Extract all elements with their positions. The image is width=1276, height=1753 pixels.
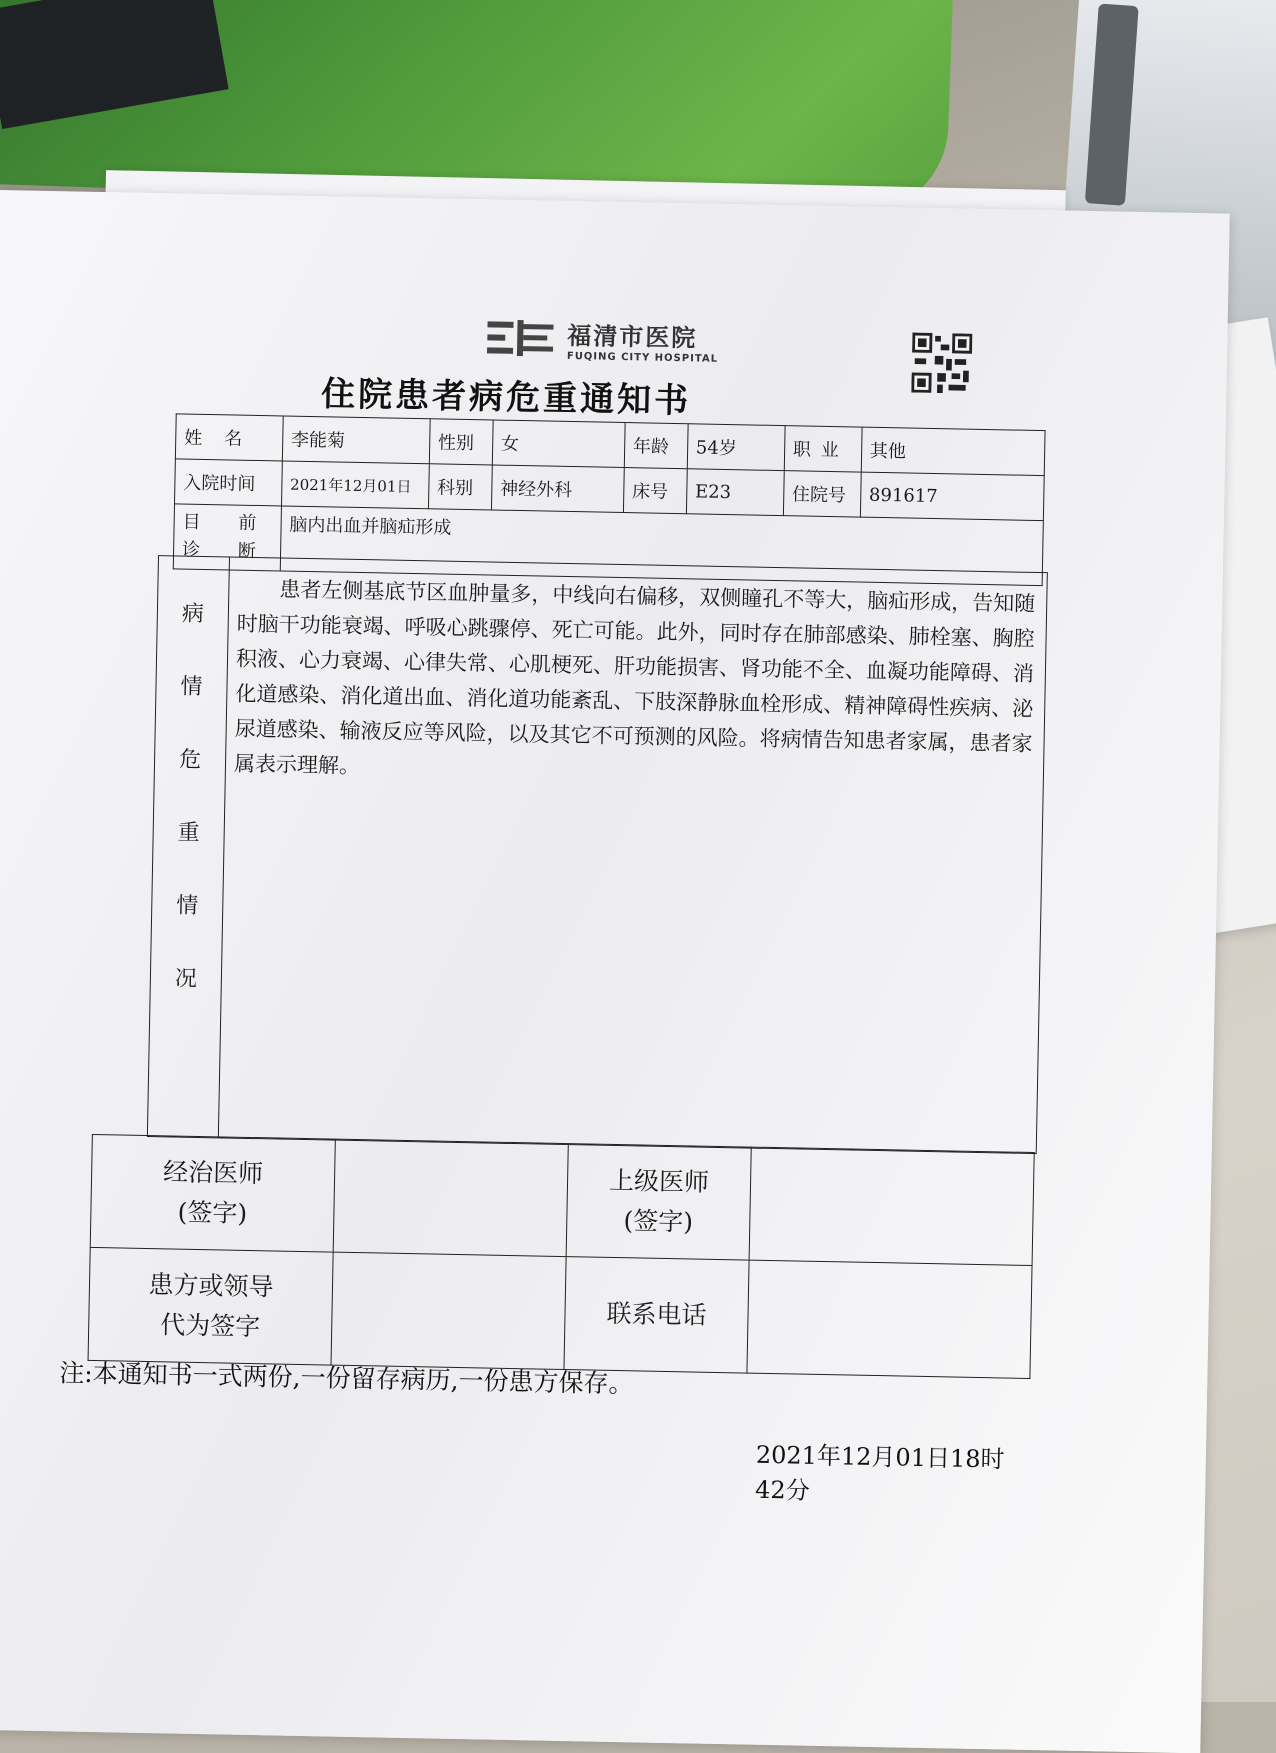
senior-label-line2: (签字) — [623, 1206, 694, 1237]
admission-date: 2021年12月01日 — [281, 461, 429, 509]
hospital-logo-icon — [487, 315, 558, 360]
attending-label-line2: (签字) — [177, 1197, 248, 1228]
department-label: 科别 — [428, 464, 492, 510]
senior-label-line1: 上级医师 — [608, 1165, 710, 1197]
patient-sign-label-line1: 患方或领导 — [148, 1270, 274, 1302]
patient-occupation: 其他 — [861, 427, 1045, 476]
condition-text: 患者左侧基底节区血肿量多，中线向右偏移，双侧瞳孔不等大，脑疝形成，告知随时脑干功能衰竭、呼吸心跳骤停、死亡可能。此外，同时存在肺部感染、肺栓塞、胸腔积液、心力衰竭、心律失常、心肌梗死、肝功能损害、肾功能不全、血凝功能障碍、消化道感染、消化道出血、消化道功能紊乱、下肢深静脉血栓形成、精神障碍性疾病、泌尿道感染、输液反应等风险，以及其它不可预测的风险。将病情告知患者家属，患者家属表示理解。 — [233, 577, 1036, 779]
patient-name: 李能菊 — [282, 416, 430, 464]
phone-field[interactable] — [747, 1260, 1032, 1378]
notice-sheet — [0, 190, 1230, 1753]
bed-label: 床号 — [623, 468, 687, 514]
condition-label-char: 危 — [178, 747, 202, 773]
patient-gender: 女 — [492, 420, 625, 468]
condition-section — [147, 555, 1048, 1154]
admission-label: 入院时间 — [175, 459, 283, 506]
gender-label: 性别 — [429, 419, 493, 465]
patient-sign-label-line2: 代为签字 — [159, 1310, 261, 1342]
condition-label — [148, 556, 230, 1137]
hospital-name-cn: 福清市医院 — [567, 321, 698, 353]
patient-bed: E23 — [686, 469, 784, 516]
senior-label — [566, 1144, 751, 1260]
hospital-name-en: FUQING CITY HOSPITAL — [566, 350, 719, 365]
condition-label-char: 情 — [176, 893, 199, 919]
condition-label-char: 情 — [180, 674, 203, 700]
footnote: 注:本通知书一式两份,一份留存病历,一份患方保存。 — [59, 1358, 634, 1399]
inpatient-no: 891617 — [860, 472, 1044, 521]
diagnosis-value: 脑内出血并脑疝形成 — [280, 506, 1043, 586]
patient-sign-label — [88, 1247, 333, 1365]
senior-signature-field[interactable] — [749, 1147, 1034, 1265]
diagnosis-label-line1: 目 前 — [182, 511, 273, 535]
condition-label-char: 病 — [181, 601, 205, 627]
patient-signature-field[interactable] — [331, 1252, 566, 1369]
phone-label: 联系电话 — [564, 1257, 749, 1373]
hospital-logo — [487, 314, 719, 364]
patient-age: 54岁 — [687, 424, 785, 471]
inpatient-no-label: 住院号 — [783, 471, 861, 517]
issued-datetime: 2021年12月01日18时42分 — [754, 1440, 1005, 1505]
condition-label-char: 况 — [174, 966, 198, 992]
diagnosis-label-line2: 诊 断 — [181, 539, 273, 563]
attending-signature-field[interactable] — [333, 1139, 568, 1256]
signature-table — [88, 1134, 1035, 1379]
occupation-label: 职业 — [784, 426, 862, 472]
attending-label-line1: 经治医师 — [162, 1157, 264, 1189]
age-label: 年龄 — [624, 423, 688, 469]
patient-department: 神经外科 — [491, 465, 624, 513]
condition-label-char: 重 — [177, 820, 200, 846]
document-title: 住院患者病危重通知书 — [320, 374, 692, 422]
attending-label — [90, 1134, 335, 1252]
name-label: 姓名 — [175, 414, 283, 461]
